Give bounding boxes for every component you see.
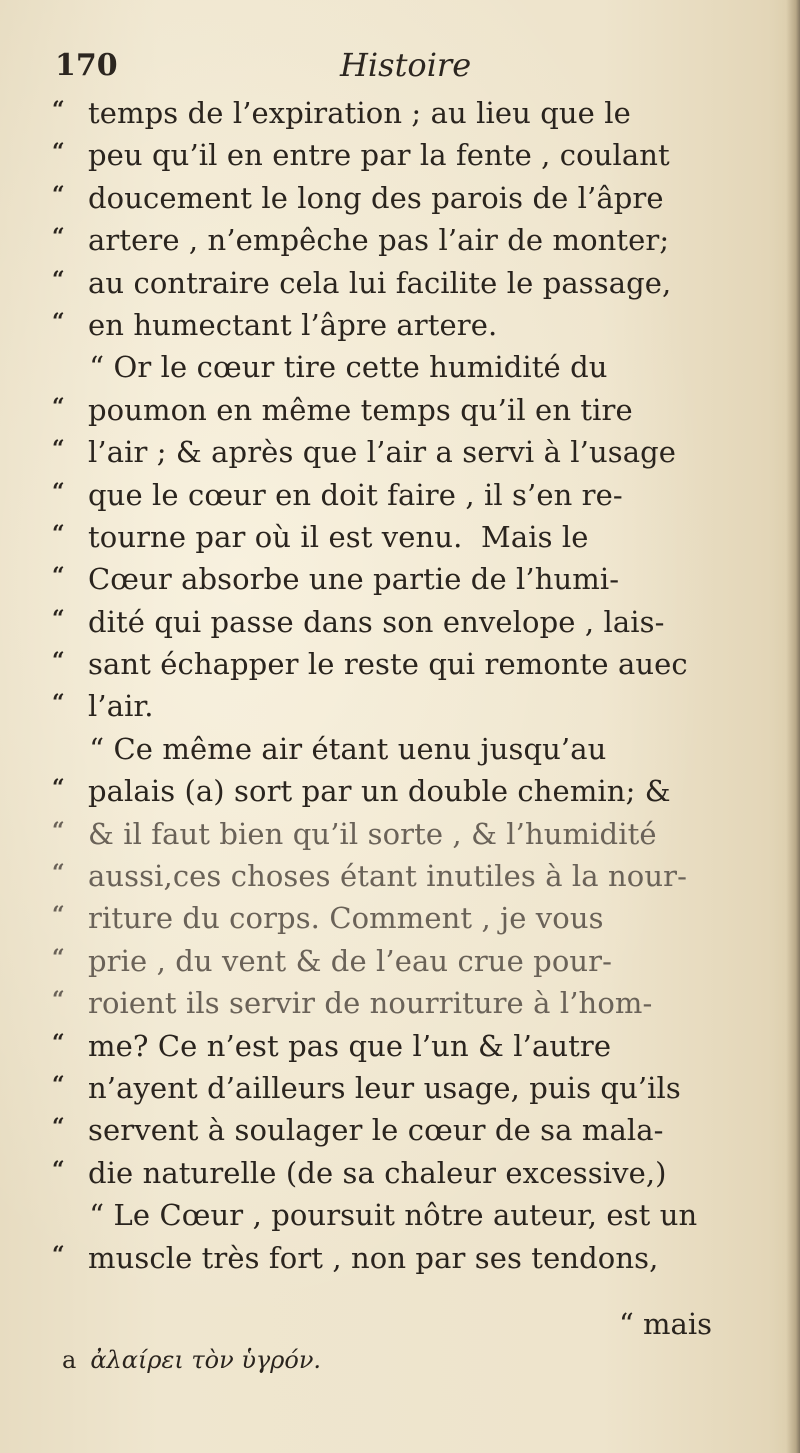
line-text: en humectant l’âpre artere. [88, 307, 498, 342]
quote-mark: “ [52, 393, 65, 420]
line-text: palais (a) sort par un double chemin; & [88, 774, 671, 809]
text-line [52, 177, 752, 219]
running-head: Histoire [340, 46, 472, 84]
line-text: die naturelle (de sa chaleur excessive,) [88, 1155, 667, 1190]
line-text: dité qui passe dans son envelope , lais- [88, 604, 665, 639]
quote-mark: “ [52, 817, 65, 844]
text-line [52, 431, 752, 473]
text-line [52, 728, 752, 770]
text-line [52, 643, 752, 685]
text-line [52, 813, 752, 855]
text-line [52, 1025, 752, 1067]
line-text: roient ils servir de nourriture à l’hom- [88, 986, 653, 1021]
line-text: poumon en même temps qu’il en tire [88, 392, 633, 427]
text-line [52, 940, 752, 982]
quote-mark: “ [52, 436, 65, 463]
line-text: & il faut bien qu’il sorte , & l’humidité [88, 816, 657, 851]
quote-mark: “ [52, 1156, 65, 1183]
quote-mark: “ [52, 1029, 65, 1056]
catchword: “ mais [619, 1307, 712, 1341]
line-text: l’air ; & après que l’air a servi à l’usage [88, 435, 677, 470]
text-line [52, 982, 752, 1024]
text-line [52, 685, 752, 727]
text-line [52, 601, 752, 643]
line-text: servent à soulager le cœur de sa mala- [88, 1113, 664, 1148]
quote-mark: “ [52, 860, 65, 887]
text-line [52, 219, 752, 261]
text-line [52, 558, 752, 600]
text-line [52, 346, 752, 388]
catchword-row [52, 1303, 742, 1345]
quote-mark: “ [52, 266, 65, 293]
quote-mark: “ [52, 308, 65, 335]
quote-mark: “ [52, 520, 65, 547]
footnote-text: ἀλαίρει τὸν ὑγρόν. [90, 1346, 322, 1374]
text-line [52, 855, 752, 897]
body-text [52, 92, 752, 1279]
text-line [52, 134, 752, 176]
quote-mark: “ [52, 563, 65, 590]
text-line [52, 770, 752, 812]
line-text: muscle très fort , non par ses tendons, [88, 1240, 659, 1275]
text-line [52, 389, 752, 431]
text-line [52, 304, 752, 346]
quote-mark: “ [52, 478, 65, 505]
line-text: tourne par où il est venu. Mais le [88, 519, 589, 554]
quote-mark: “ [52, 97, 65, 123]
line-text: Cœur absorbe une partie de l’humi- [88, 562, 620, 597]
text-line [52, 1152, 752, 1194]
line-text: me? Ce n’est pas que l’un & l’autre [88, 1028, 612, 1063]
text-line [52, 92, 752, 134]
text-line [52, 1067, 752, 1109]
page-header [55, 44, 745, 94]
quote-mark: “ [52, 775, 65, 802]
text-line [52, 516, 752, 558]
quote-mark: “ [52, 1241, 65, 1268]
line-text: au contraire cela lui facilite le passage, [88, 265, 672, 300]
quote-mark: “ [52, 605, 65, 632]
line-text: l’air. [88, 689, 154, 724]
line-text: sant échapper le reste qui remonte auec [88, 647, 688, 682]
text-line [52, 897, 752, 939]
quote-mark: “ [52, 987, 65, 1014]
footnote-mark: a [62, 1346, 77, 1374]
line-text: n’ayent d’ailleurs leur usage, puis qu’ils [88, 1070, 681, 1105]
quote-mark: “ [52, 648, 65, 675]
quote-mark: “ [52, 690, 65, 717]
text-line [52, 1237, 752, 1279]
text-line [52, 1109, 752, 1151]
line-text: que le cœur en doit faire , il s’en re- [88, 477, 623, 512]
line-text: prie , du vent & de l’eau crue pour- [88, 943, 613, 978]
quote-mark: “ [52, 944, 65, 971]
line-text: riture du corps. Comment , je vous [88, 901, 604, 936]
quote-mark: “ [52, 139, 65, 166]
text-line [52, 1194, 752, 1236]
text-line [52, 262, 752, 304]
line-text: “ Or le cœur tire cette humidité du [52, 350, 608, 385]
quote-mark: “ [52, 902, 65, 929]
quote-mark: “ [52, 224, 65, 251]
line-text: doucement le long des parois de l’âpre [88, 180, 664, 215]
line-text: artere , n’empêche pas l’air de monter; [88, 223, 670, 258]
line-text: “ Le Cœur , poursuit nôtre auteur, est un [52, 1198, 698, 1233]
quote-mark: “ [52, 1071, 65, 1098]
quote-mark: “ [52, 1114, 65, 1141]
footnote [62, 1340, 662, 1380]
page-number: 170 [55, 48, 118, 83]
line-text: peu qu’il en entre par la fente , coulant [88, 138, 670, 173]
line-text: aussi,ces choses étant inutiles à la nour- [88, 859, 687, 894]
text-line [52, 474, 752, 516]
line-text: temps de l’expiration ; au lieu que le [88, 96, 631, 130]
quote-mark: “ [52, 181, 65, 208]
page-edge-shadow [786, 0, 800, 1453]
line-text: “ Ce même air étant uenu jusqu’au [52, 731, 607, 766]
